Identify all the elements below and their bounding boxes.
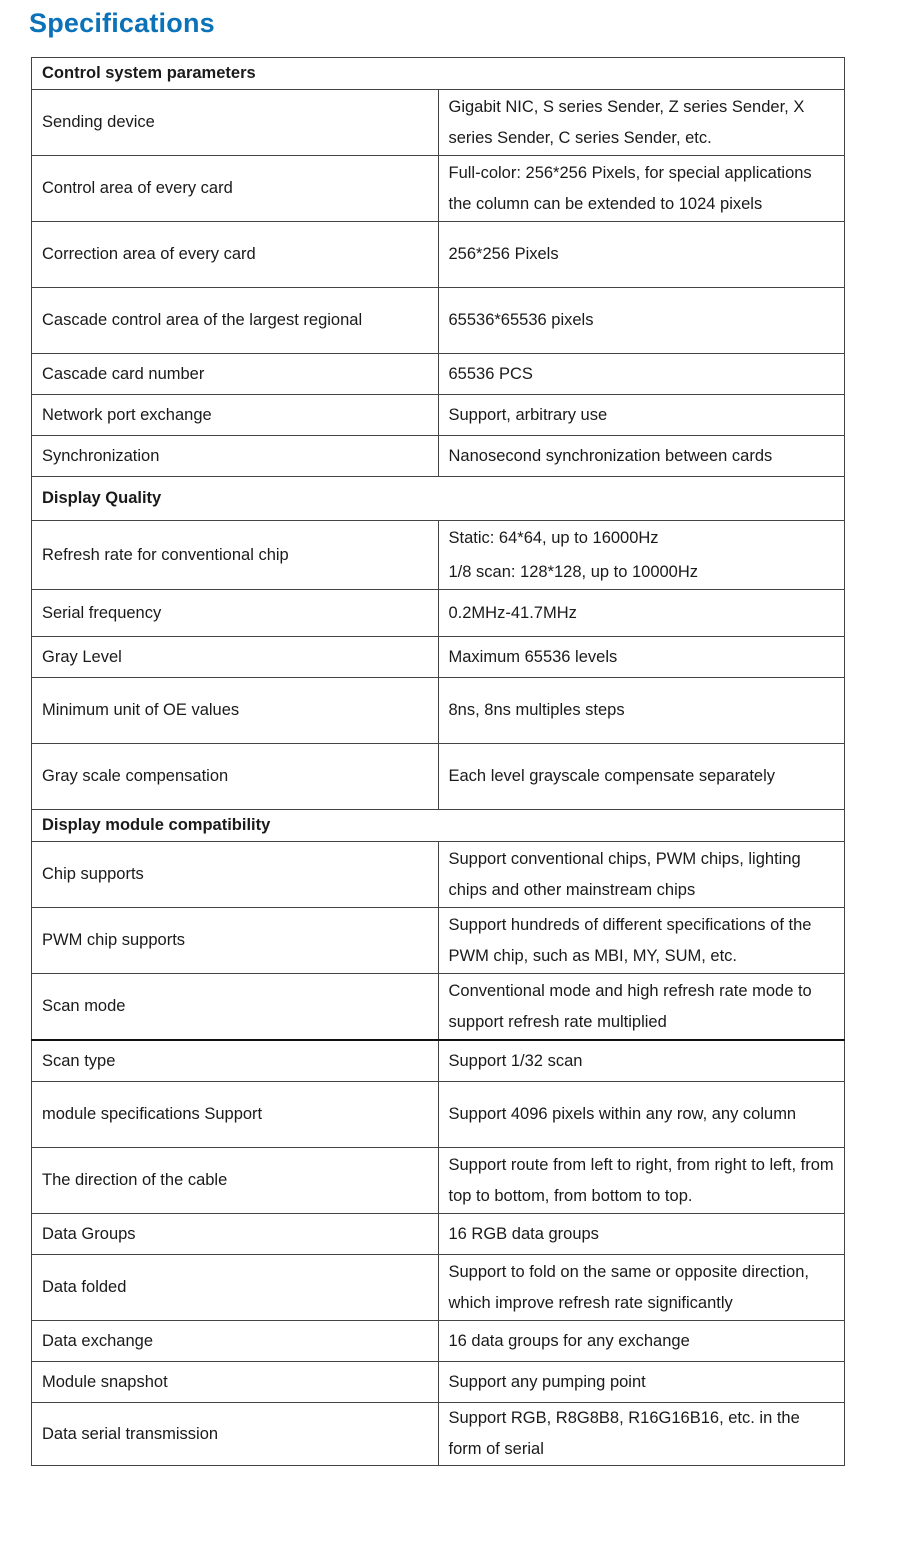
spec-key: module specifications Support	[32, 1082, 439, 1148]
table-row	[32, 1362, 845, 1403]
spec-value: Support hundreds of different specifications of the PWM chip, such as MBI, MY, SUM, etc.	[438, 908, 845, 974]
spec-value: 65536 PCS	[438, 354, 845, 395]
table-row	[32, 1255, 845, 1321]
section-header-row	[32, 58, 845, 90]
table-row	[32, 436, 845, 477]
section-heading: Display Quality	[32, 477, 845, 521]
table-row	[32, 395, 845, 436]
spec-key: Gray scale compensation	[32, 744, 439, 810]
spec-value: Support RGB, R8G8B8, R16G16B16, etc. in the form of serial	[438, 1403, 845, 1466]
table-row	[32, 1082, 845, 1148]
spec-value: Maximum 65536 levels	[438, 637, 845, 678]
spec-value: 16 RGB data groups	[438, 1214, 845, 1255]
table-row	[32, 908, 845, 974]
spec-value: Full-color: 256*256 Pixels, for special applications the column can be extended to 1024 pixels	[438, 156, 845, 222]
spec-value: 256*256 Pixels	[438, 222, 845, 288]
spec-key: Synchronization	[32, 436, 439, 477]
table-row	[32, 974, 845, 1041]
spec-key: Data Groups	[32, 1214, 439, 1255]
table-row	[32, 521, 845, 590]
table-row	[32, 1403, 845, 1466]
spec-value: Conventional mode and high refresh rate mode to support refresh rate multiplied	[438, 974, 845, 1041]
spec-value: 16 data groups for any exchange	[438, 1321, 845, 1362]
section-header-row	[32, 810, 845, 842]
spec-key: Module snapshot	[32, 1362, 439, 1403]
table-row	[32, 842, 845, 908]
spec-key: Chip supports	[32, 842, 439, 908]
spec-key: Data exchange	[32, 1321, 439, 1362]
table-row	[32, 744, 845, 810]
spec-key: Serial frequency	[32, 590, 439, 637]
spec-value: Support conventional chips, PWM chips, lighting chips and other mainstream chips	[438, 842, 845, 908]
spec-key: Network port exchange	[32, 395, 439, 436]
spec-key: The direction of the cable	[32, 1148, 439, 1214]
spec-key: Refresh rate for conventional chip	[32, 521, 439, 590]
table-row	[32, 678, 845, 744]
specifications-table	[31, 57, 845, 1466]
table-row	[32, 90, 845, 156]
spec-key: Data serial transmission	[32, 1403, 439, 1466]
spec-value-line: Static: 64*64, up to 16000Hz	[448, 529, 659, 547]
table-row	[32, 590, 845, 637]
section-heading: Display module compatibility	[32, 810, 845, 842]
spec-key: Gray Level	[32, 637, 439, 678]
table-row	[32, 156, 845, 222]
spec-key: Control area of every card	[32, 156, 439, 222]
spec-value: Nanosecond synchronization between cards	[438, 436, 845, 477]
spec-value: Each level grayscale compensate separately	[438, 744, 845, 810]
spec-value	[438, 521, 845, 590]
spec-key: Minimum unit of OE values	[32, 678, 439, 744]
table-row	[32, 1040, 845, 1082]
spec-value: 8ns, 8ns multiples steps	[438, 678, 845, 744]
spec-key: Cascade control area of the largest regional	[32, 288, 439, 354]
spec-key: Correction area of every card	[32, 222, 439, 288]
spec-value: 0.2MHz-41.7MHz	[438, 590, 845, 637]
spec-value: Support to fold on the same or opposite direction, which improve refresh rate significantly	[438, 1255, 845, 1321]
spec-key: PWM chip supports	[32, 908, 439, 974]
spec-key: Scan type	[32, 1040, 439, 1082]
table-row	[32, 354, 845, 395]
spec-value: Support 1/32 scan	[438, 1040, 845, 1082]
spec-value: Support any pumping point	[438, 1362, 845, 1403]
table-row	[32, 288, 845, 354]
spec-key: Data folded	[32, 1255, 439, 1321]
spec-value: Support route from left to right, from right to left, from top to bottom, from bottom to top.	[438, 1148, 845, 1214]
section-header-row	[32, 477, 845, 521]
table-row	[32, 1148, 845, 1214]
section-heading: Control system parameters	[32, 58, 845, 90]
spec-key: Scan mode	[32, 974, 439, 1041]
table-row	[32, 1321, 845, 1362]
spec-key: Sending device	[32, 90, 439, 156]
spec-value-line: 1/8 scan: 128*128, up to 10000Hz	[448, 563, 699, 581]
spec-value: Support, arbitrary use	[438, 395, 845, 436]
spec-key: Cascade card number	[32, 354, 439, 395]
spec-value: Gigabit NIC, S series Sender, Z series Sender, X series Sender, C series Sender, etc.	[438, 90, 845, 156]
table-row	[32, 637, 845, 678]
page-title: Specifications	[29, 8, 215, 38]
spec-value: 65536*65536 pixels	[438, 288, 845, 354]
table-row	[32, 1214, 845, 1255]
spec-value: Support 4096 pixels within any row, any column	[438, 1082, 845, 1148]
table-row	[32, 222, 845, 288]
